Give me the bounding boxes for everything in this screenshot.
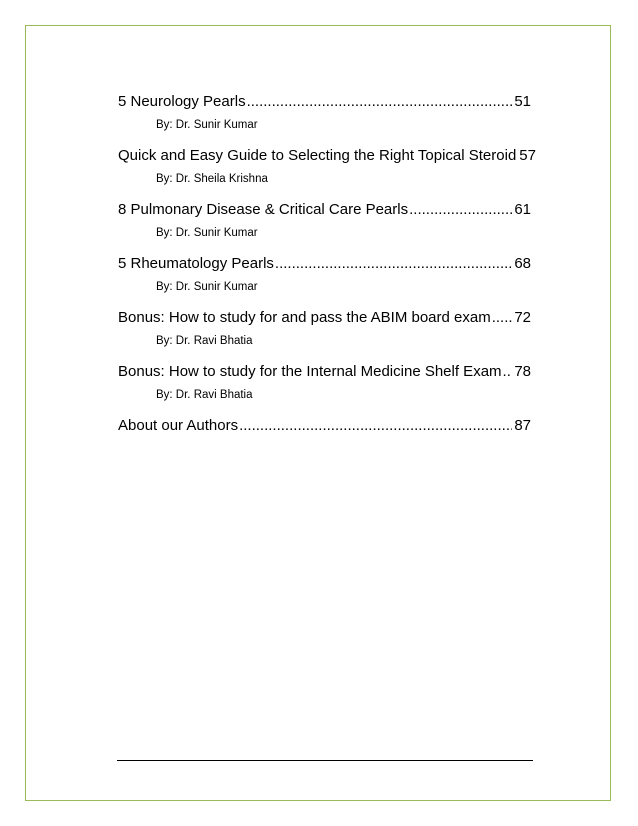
- toc-author: By: Dr. Ravi Bhatia: [156, 389, 253, 401]
- toc-link[interactable]: [118, 200, 531, 220]
- toc-dot-leader: [239, 416, 512, 436]
- toc-author: By: Dr. Sunir Kumar: [156, 119, 258, 131]
- toc-title: 8 Pulmonary Disease & Critical Care Pearls: [118, 201, 409, 218]
- toc-entry-abim-board: [118, 308, 531, 349]
- toc-page-number: 57: [519, 147, 536, 164]
- toc-page-number: 51: [514, 93, 531, 110]
- toc-dot-leader: [409, 200, 512, 220]
- toc-entry-shelf-exam: [118, 362, 531, 403]
- toc-title: Quick and Easy Guide to Selecting the Right Topical Steroid: [118, 147, 517, 164]
- toc-link[interactable]: [118, 92, 531, 112]
- toc-link[interactable]: [118, 146, 536, 166]
- toc-entry-topical-steroid: [118, 146, 536, 187]
- toc-title: 5 Rheumatology Pearls: [118, 255, 274, 272]
- toc-page-number: 87: [514, 417, 531, 434]
- toc-dot-leader: [275, 254, 512, 274]
- toc-link[interactable]: [118, 308, 531, 328]
- toc-link[interactable]: [118, 254, 531, 274]
- toc-author: By: Dr. Sunir Kumar: [156, 227, 258, 239]
- toc-title: About our Authors: [118, 417, 239, 434]
- toc-author: By: Dr. Sheila Krishna: [156, 173, 268, 185]
- toc-dot-leader: [492, 308, 513, 328]
- toc-entry-about-authors: [118, 416, 531, 436]
- toc-entry-neurology: [118, 92, 531, 133]
- toc-title: Bonus: How to study for and pass the ABIM board exam: [118, 309, 491, 326]
- toc-dot-leader: [247, 92, 513, 112]
- toc-dot-leader: [503, 362, 513, 382]
- footer-rule: [117, 760, 533, 761]
- toc-entry-pulmonary: [118, 200, 531, 241]
- toc-page-number: 78: [514, 363, 531, 380]
- toc-author: By: Dr. Ravi Bhatia: [156, 335, 253, 347]
- table-of-contents: [118, 92, 536, 449]
- toc-page-number: 68: [514, 255, 531, 272]
- toc-page-number: 61: [514, 201, 531, 218]
- toc-entry-rheumatology: [118, 254, 531, 295]
- toc-author: By: Dr. Sunir Kumar: [156, 281, 258, 293]
- toc-title: 5 Neurology Pearls: [118, 93, 246, 110]
- toc-page-number: 72: [514, 309, 531, 326]
- toc-link[interactable]: [118, 416, 531, 436]
- toc-title: Bonus: How to study for the Internal Medicine Shelf Exam: [118, 363, 502, 380]
- toc-link[interactable]: [118, 362, 531, 382]
